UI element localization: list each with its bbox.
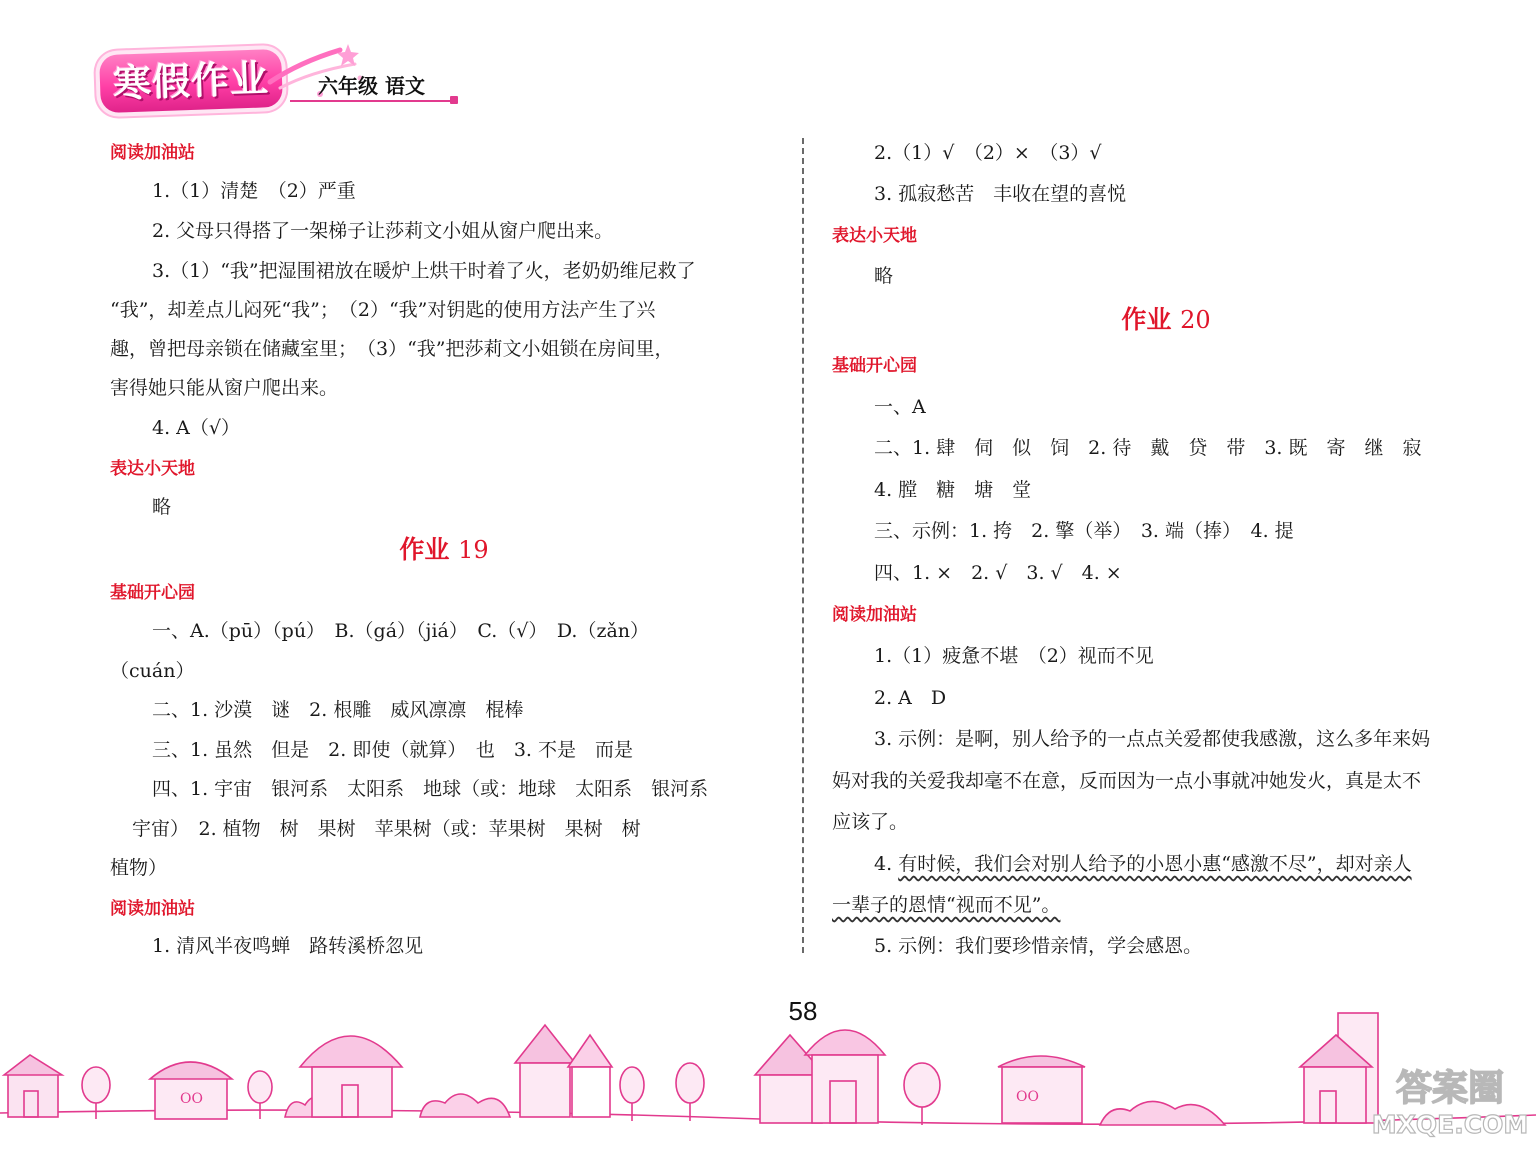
answer-line: 一、A.（pū）（pú） B.（gá）（jiá） C.（√） D.（zǎn） (152, 620, 650, 642)
answer-line: 5. 示例：我们要珍惜亲情，学会感恩。 (874, 935, 1203, 957)
underlined-answer: 有时候，我们会对别人给予的小恩小惠“感激不尽”，却对亲人 (898, 853, 1412, 875)
answer-line: 二、1. 肆 伺 似 饲 2. 待 戴 贷 带 3. 既 寄 继 寂 (874, 437, 1422, 459)
header-rule (290, 100, 450, 102)
watermark (1370, 1058, 1530, 1146)
answer-line: 2.（1）√ （2）× （3）√ (874, 142, 1102, 164)
answer-line: 略 (152, 496, 172, 518)
answer-line: 1.（1）疲惫不堪 （2）视而不见 (874, 645, 1154, 667)
section-heading: 表达小天地 (832, 226, 917, 246)
svg-text:OO: OO (1016, 1089, 1039, 1105)
answer-line: 三、1. 虽然 但是 2. 即使（就算） 也 3. 不是 而是 (152, 739, 634, 761)
page-header (100, 42, 470, 122)
answer-line: 3.（1）“我”把湿围裙放在暖炉上烘干时着了火，老奶奶维尼救了 (152, 260, 696, 282)
section-heading: 阅读加油站 (832, 605, 917, 625)
header-rule-dot (450, 96, 458, 104)
svg-text:OO: OO (180, 1091, 203, 1107)
answer-number: 4. (874, 853, 893, 875)
section-heading: 阅读加油站 (110, 899, 195, 919)
header-subtitle: 六年级 语文 (318, 74, 425, 98)
answer-line: 3. 孤寂愁苦 丰收在望的喜悦 (874, 183, 1127, 205)
section-heading: 基础开心园 (832, 356, 917, 376)
answer-line: 植物） (110, 857, 168, 879)
assignment-title (832, 300, 1500, 336)
answer-line: （cuán） (110, 660, 195, 682)
answer-line: 4. A（√） (152, 417, 240, 439)
answer-line: 应该了。 (832, 811, 909, 833)
answer-line: 趣，曾把母亲锁在储藏室里； （3）“我”把莎莉文小姐锁在房间里， (110, 338, 674, 360)
decorative-houses-illustration (0, 985, 1536, 1150)
answer-line: 三、示例：1. 挎 2. 擎（举） 3. 端（捧） 4. 提 (874, 520, 1294, 542)
answer-line (832, 849, 1536, 876)
page-number: 58 (788, 996, 818, 1026)
answer-line: 略 (874, 265, 894, 287)
title-word: 作业 (1121, 305, 1172, 334)
answer-line: 2. A D (874, 687, 947, 709)
column-divider (802, 138, 804, 953)
logo-text: 寒假作业 (112, 56, 270, 106)
logo-badge (99, 49, 283, 113)
answer-line: 1. 清风半夜鸣蝉 路转溪桥忽见 (152, 935, 424, 957)
title-number: 19 (458, 536, 489, 564)
answer-line: 3. 示例：是啊，别人给予的一点点关爱都使我感激，这么多年来妈 (874, 728, 1431, 750)
answer-line: 宇宙） 2. 植物 树 果树 苹果树（或：苹果树 果树 树 (132, 818, 641, 840)
title-word: 作业 (399, 535, 450, 564)
title-number: 20 (1180, 306, 1211, 334)
answer-line (832, 890, 1500, 917)
section-heading: 阅读加油站 (110, 143, 195, 163)
section-heading: 基础开心园 (110, 583, 195, 603)
answer-line: 四、1. 宇宙 银河系 太阳系 地球（或：地球 太阳系 银河系 (152, 778, 709, 800)
answer-line: 1.（1）清楚 （2）严重 (152, 180, 356, 202)
watermark-top-text: 答案圈 (1395, 1068, 1504, 1109)
watermark-bottom-text: MXQE.COM (1371, 1110, 1529, 1139)
answer-line: 妈对我的关爱我却毫不在意，反而因为一点小事就冲她发火，真是太不 (832, 770, 1422, 792)
answer-line: 二、1. 沙漠 谜 2. 根雕 威风凛凛 棍棒 (152, 699, 524, 721)
section-heading: 表达小天地 (110, 459, 195, 479)
answer-line: 害得她只能从窗户爬出来。 (110, 377, 339, 399)
assignment-title (110, 530, 778, 566)
underlined-answer: 一辈子的恩情“视而不见”。 (832, 894, 1061, 916)
answer-line: 4. 膛 糖 塘 堂 (874, 479, 1032, 501)
answer-line: 四、1. × 2. √ 3. √ 4. × (874, 562, 1122, 584)
answer-line: “我”，却差点儿闷死“我”； （2）“我”对钥匙的使用方法产生了兴 (110, 299, 656, 321)
answer-line: 2. 父母只得搭了一架梯子让莎莉文小姐从窗户爬出来。 (152, 220, 614, 242)
answer-line: 一、A (874, 396, 926, 418)
